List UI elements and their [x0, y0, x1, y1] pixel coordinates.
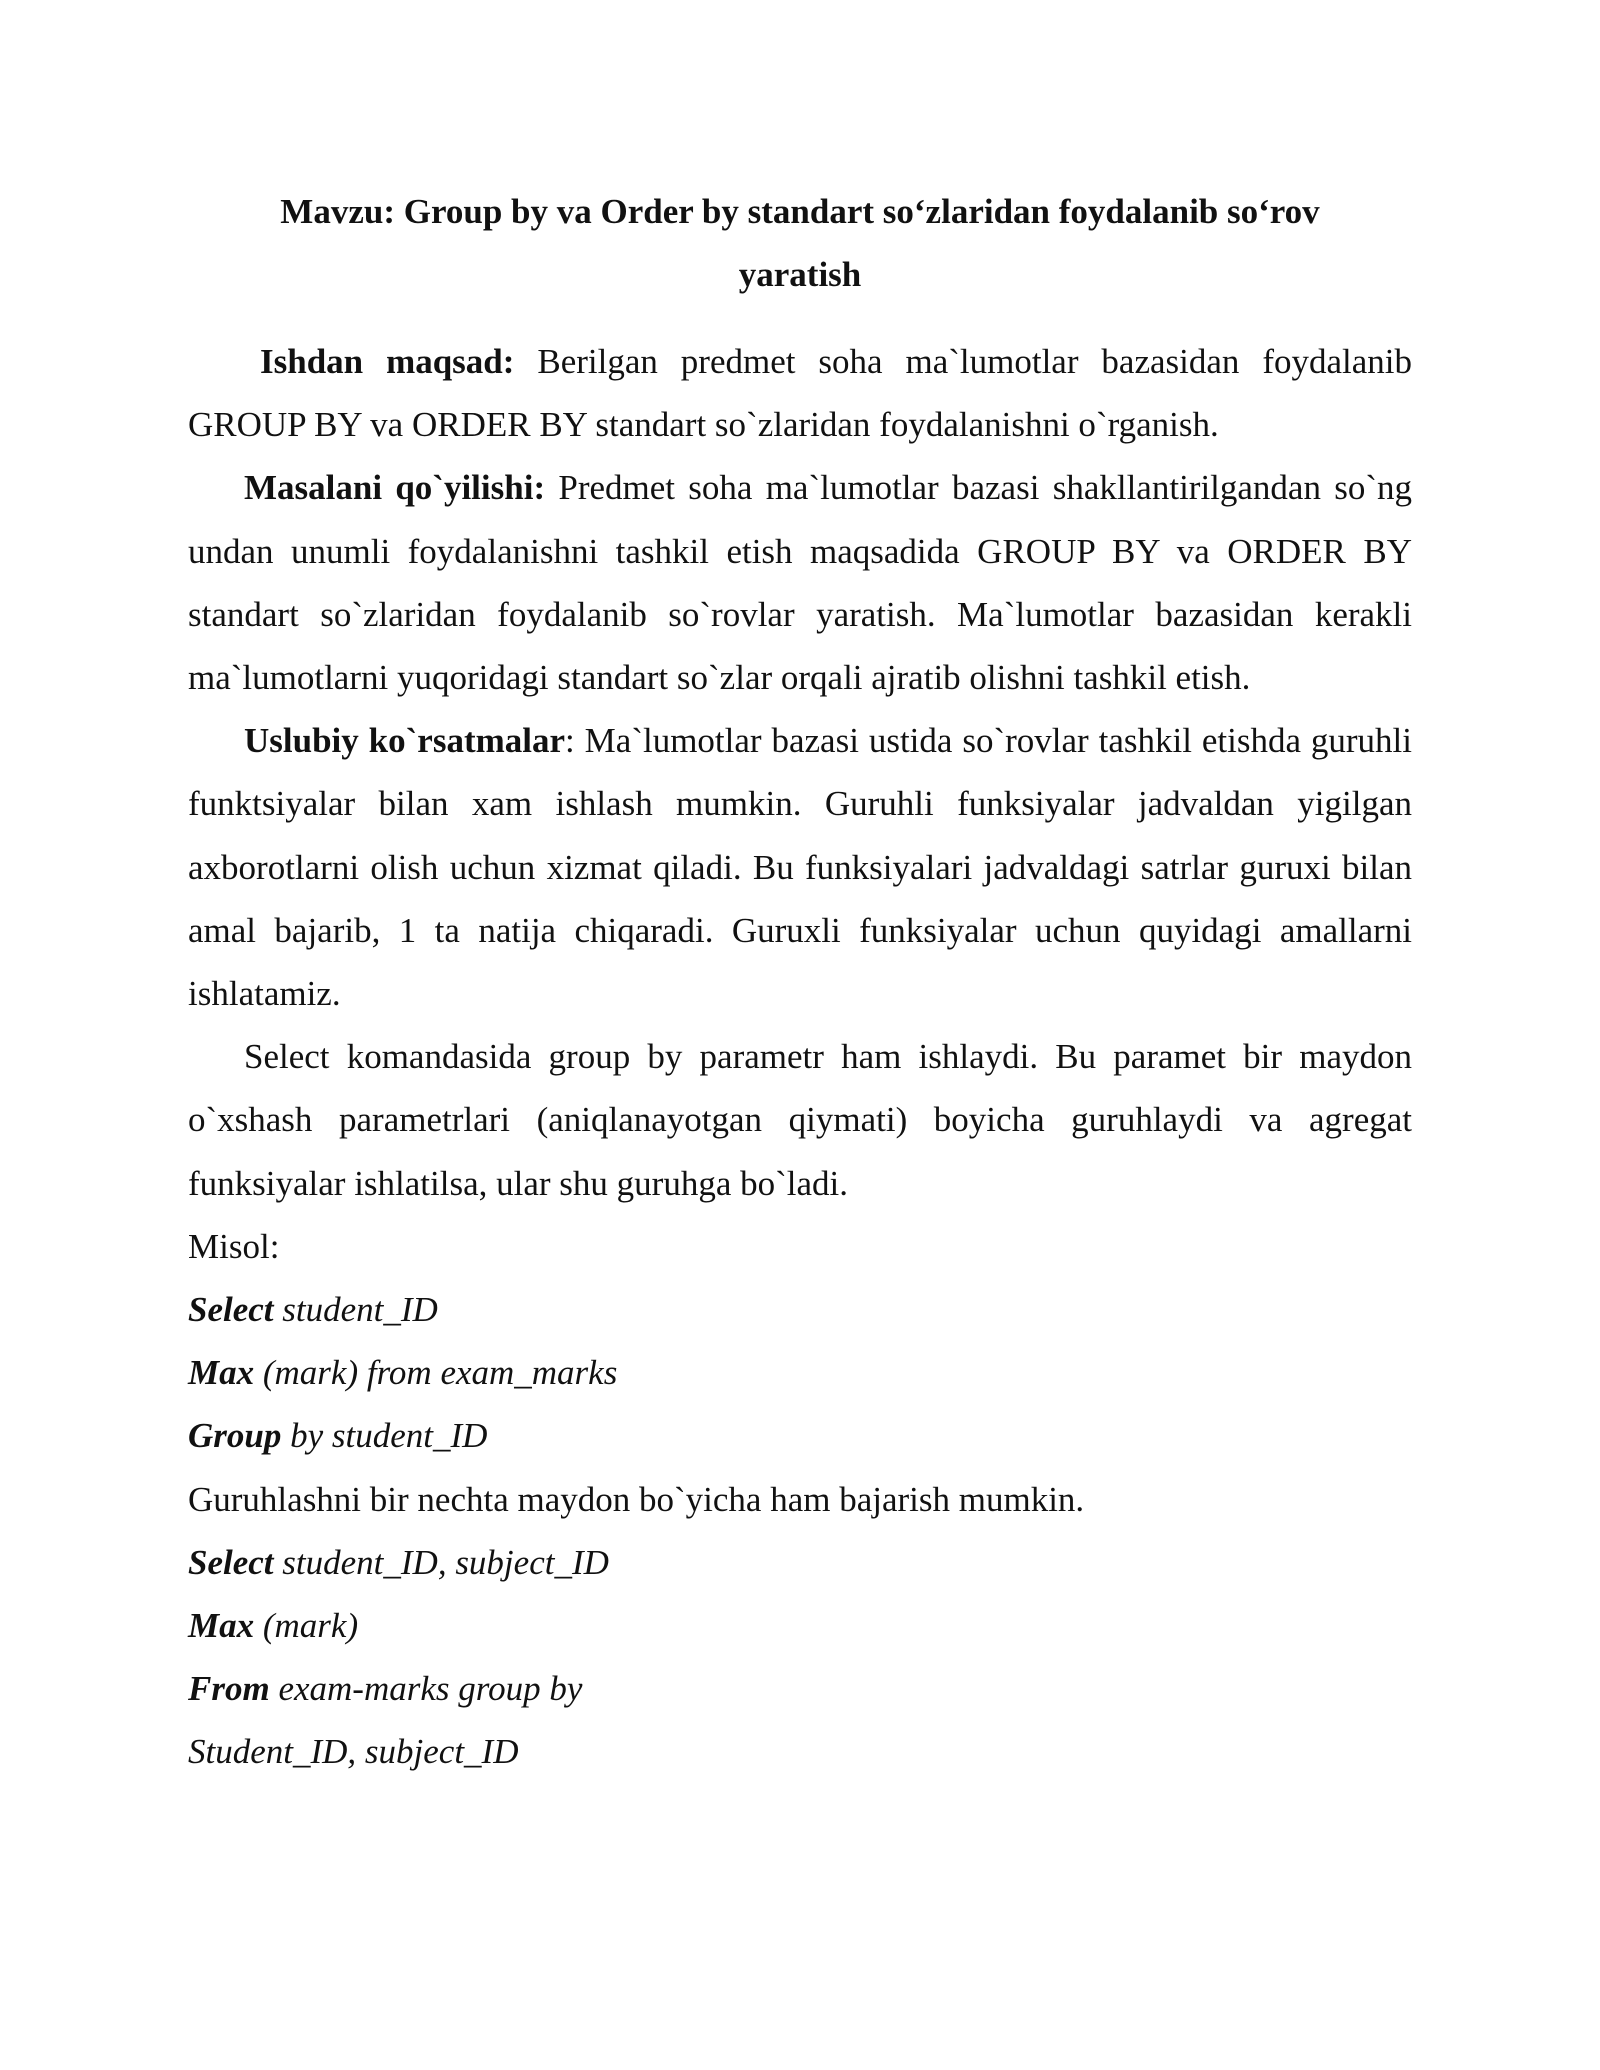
code-text: (mark) [254, 1606, 359, 1646]
misol-label: Misol: [188, 1226, 280, 1266]
middle-text: Guruhlashni bir nechta maydon bo`yicha ham bajarish mumkin. [188, 1479, 1085, 1519]
code-text: student_ID [273, 1290, 438, 1330]
paragraph-masalani-qoyilishi [188, 456, 1412, 709]
code-keyword: Max [188, 1353, 255, 1393]
paragraph-text: Berilgan predmet soha ma`lumotlar bazasidan foydalanib GROUP BY va ORDER BY standart so`zlaridan foydalanishni o`rganish. [188, 342, 1412, 445]
paragraph-label: Ishdan maqsad: [260, 342, 515, 381]
code-text: student_ID, subject_ID [273, 1542, 609, 1582]
document-body [188, 180, 1412, 1784]
code-line [188, 1278, 1412, 1341]
code-line [188, 1531, 1412, 1594]
code-text: Student_ID, subject_ID [188, 1732, 519, 1772]
document-title: Mavzu: Group by va Order by standart so‘zlaridan foydalanib so‘rov yaratish [280, 192, 1320, 294]
code-text: (mark) from exam_marks [254, 1353, 618, 1393]
code-keyword: From [188, 1669, 270, 1709]
example-query-2 [188, 1531, 1412, 1784]
code-text: exam-marks group by [269, 1669, 583, 1709]
example-query-1 [188, 1278, 1412, 1468]
paragraph-label: Uslubiy ko`rsatmalar [244, 721, 566, 761]
code-keyword: Select [188, 1542, 274, 1582]
paragraph-text: : Ma`lumotlar bazasi ustida so`rovlar tashkil etishda guruhli funktsiyalar bilan xam ishlash mumkin. Guruhli funksiyalar jadvaldan yigilgan axborotlarni olish uchun xizmat qiladi. Bu funksiyalari jadvaldagi satrlar guruxi bilan amal bajarib, 1 ta natija chiqaradi. Guruxli funksiyalar uchun quyidagi amallarni ishlatamiz. [188, 721, 1412, 1014]
paragraph-text: Select komandasida group by parametr ham ishlaydi. Bu paramet bir maydon o`xshash parametrlari (aniqlanayotgan qiymati) boyicha guruhlaydi va agregat funksiyalar ishlatilsa, ular shu guruhga bo`ladi. [188, 1037, 1412, 1203]
paragraph-select-group-by [188, 1025, 1412, 1215]
paragraph-uslubiy-korsatmalar [188, 709, 1412, 1025]
code-line [188, 1657, 1412, 1720]
paragraph-ishdan-maqsad [188, 330, 1412, 456]
code-keyword: Max [188, 1606, 255, 1646]
paragraph-label: Masalani qo`yilishi: [244, 468, 546, 508]
code-keyword: Group [188, 1416, 282, 1456]
code-keyword: Select [188, 1290, 274, 1330]
code-line [188, 1341, 1412, 1404]
code-line [188, 1720, 1412, 1783]
code-line [188, 1404, 1412, 1467]
code-text: by student_ID [281, 1416, 488, 1456]
code-line [188, 1594, 1412, 1657]
paragraph-text: Predmet soha ma`lumotlar bazasi shakllantirilgandan so`ng undan unumli foydalanishni tashkil etish maqsadida GROUP BY va ORDER BY standart so`zlaridan foydalanib so`rovlar yaratish. Ma`lumotlar bazasidan kerakli ma`lumotlarni yuqoridagi standart so`zlar orqali ajratib olishni tashkil etish. [188, 468, 1413, 698]
